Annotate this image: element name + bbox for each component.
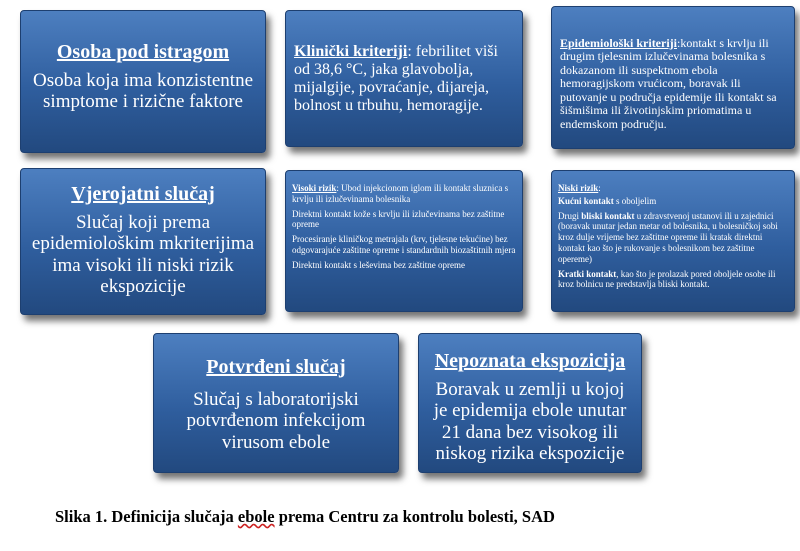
niski-kratki-text: , kao što je prolazak pored oboljele osobe ili kroz bolnicu ne predstavlja bliski kontakt. xyxy=(558,268,776,290)
visoki-label: Visoki rizik xyxy=(292,183,337,193)
potvrdeni-text: Slučaj s laboratorijski potvrđenom infekcijom virusom ebole xyxy=(186,389,366,453)
visoki-line-3: Procesiranje kliničkog metrajala (krv, tjelesne tekućine) bez odgovarajuće zaštitne opreme i standardnih biozaštitnih mjera xyxy=(292,234,516,255)
box-epidemioloski-kriteriji xyxy=(551,6,795,149)
niski-label: Niski rizik xyxy=(558,183,599,193)
epidemioloski-text: :kontakt s krvlju ili drugim tjelesnim izlučevinama bolesnika s dokazanom ili suspektnom ebola hemoragijskom vrućicom, boravak ili putovanje u područja epidemije ili kontakt sa šišmišima ili životinjskim priomatima u endemskom području. xyxy=(560,36,777,131)
caption-pre: Slika 1. Definicija slučaja xyxy=(55,507,238,526)
vjerojatni-text: Slučaj koji prema epidemiološkim mkriterijima ima visoki ili niski rizik ekspozicije xyxy=(31,212,255,297)
klinicki-text: : febrilitet viši od 38,6 °C, jaka glavobolja, mijalgije, povraćanje, dijareja, bolnost u trbuhu, hemoragije. xyxy=(294,43,498,114)
box-vjerojatni-slucaj xyxy=(20,168,266,315)
niski-bliski-label: bliski kontakt xyxy=(581,210,635,221)
epidemioloski-label: Epidemiološki kriteriji xyxy=(560,36,677,50)
box-nepoznata-ekspozicija xyxy=(418,333,642,473)
box-niski-rizik xyxy=(551,170,795,312)
caption-wavy-word: ebole xyxy=(237,507,275,526)
figure-caption xyxy=(55,507,555,527)
vjerojatni-title: Vjerojatni slučaj xyxy=(71,183,215,205)
box-osoba-pod-istragom xyxy=(20,10,266,153)
visoki-line-1: : Ubod injekcionom iglom ili kontakt sluznica s krvlju ili izlučevinama bolesnika xyxy=(292,183,509,204)
visoki-line-4: Direktni kontakt s leševima bez zaštitne opreme xyxy=(292,259,465,270)
visoki-line-2: Direktni kontakt kože s krvlju ili izlučevinama bez zaštitne opreme xyxy=(292,208,505,230)
box-potvrdeni-slucaj xyxy=(153,333,399,473)
niski-bliski-pre: Drugi xyxy=(558,210,582,221)
potvrdeni-title: Potvrđeni slučaj xyxy=(206,356,346,378)
nepoznata-text: Boravak u zemlji u kojoj je epidemija ebole unutar 21 dana bez visokog ili niskog rizika ekspozicije xyxy=(433,379,627,464)
box-klinicki-kriteriji xyxy=(285,10,523,147)
nepoznata-title: Nepoznata ekspozicija xyxy=(434,350,626,372)
niski-colon: : xyxy=(598,183,601,193)
box-visoki-rizik xyxy=(285,170,523,312)
osoba-text: Osoba koja ima konzistentne simptome i rizične faktore xyxy=(32,70,254,113)
klinicki-label: Klinički kriteriji xyxy=(294,43,408,60)
niski-kucni-text: s oboljelim xyxy=(613,195,657,206)
niski-bliski-text: u zdravstvenoj ustanovi ili u zajednici (boravak unutar jedan metar od bolesnika, u bolesničkoj sobi kroz dulje vrijeme bez zaštitne opreme ili kratak direktni kontakt kao što je rukovanje s bolesnikom bez zaštitne opereme) xyxy=(558,210,778,264)
niski-kucni-label: Kućni kontakt xyxy=(558,195,614,206)
caption-post: prema Centru za kontrolu bolesti, SAD xyxy=(274,507,555,526)
niski-kratki-label: Kratki kontakt xyxy=(558,268,617,279)
osoba-title: Osoba pod istragom xyxy=(56,41,230,63)
